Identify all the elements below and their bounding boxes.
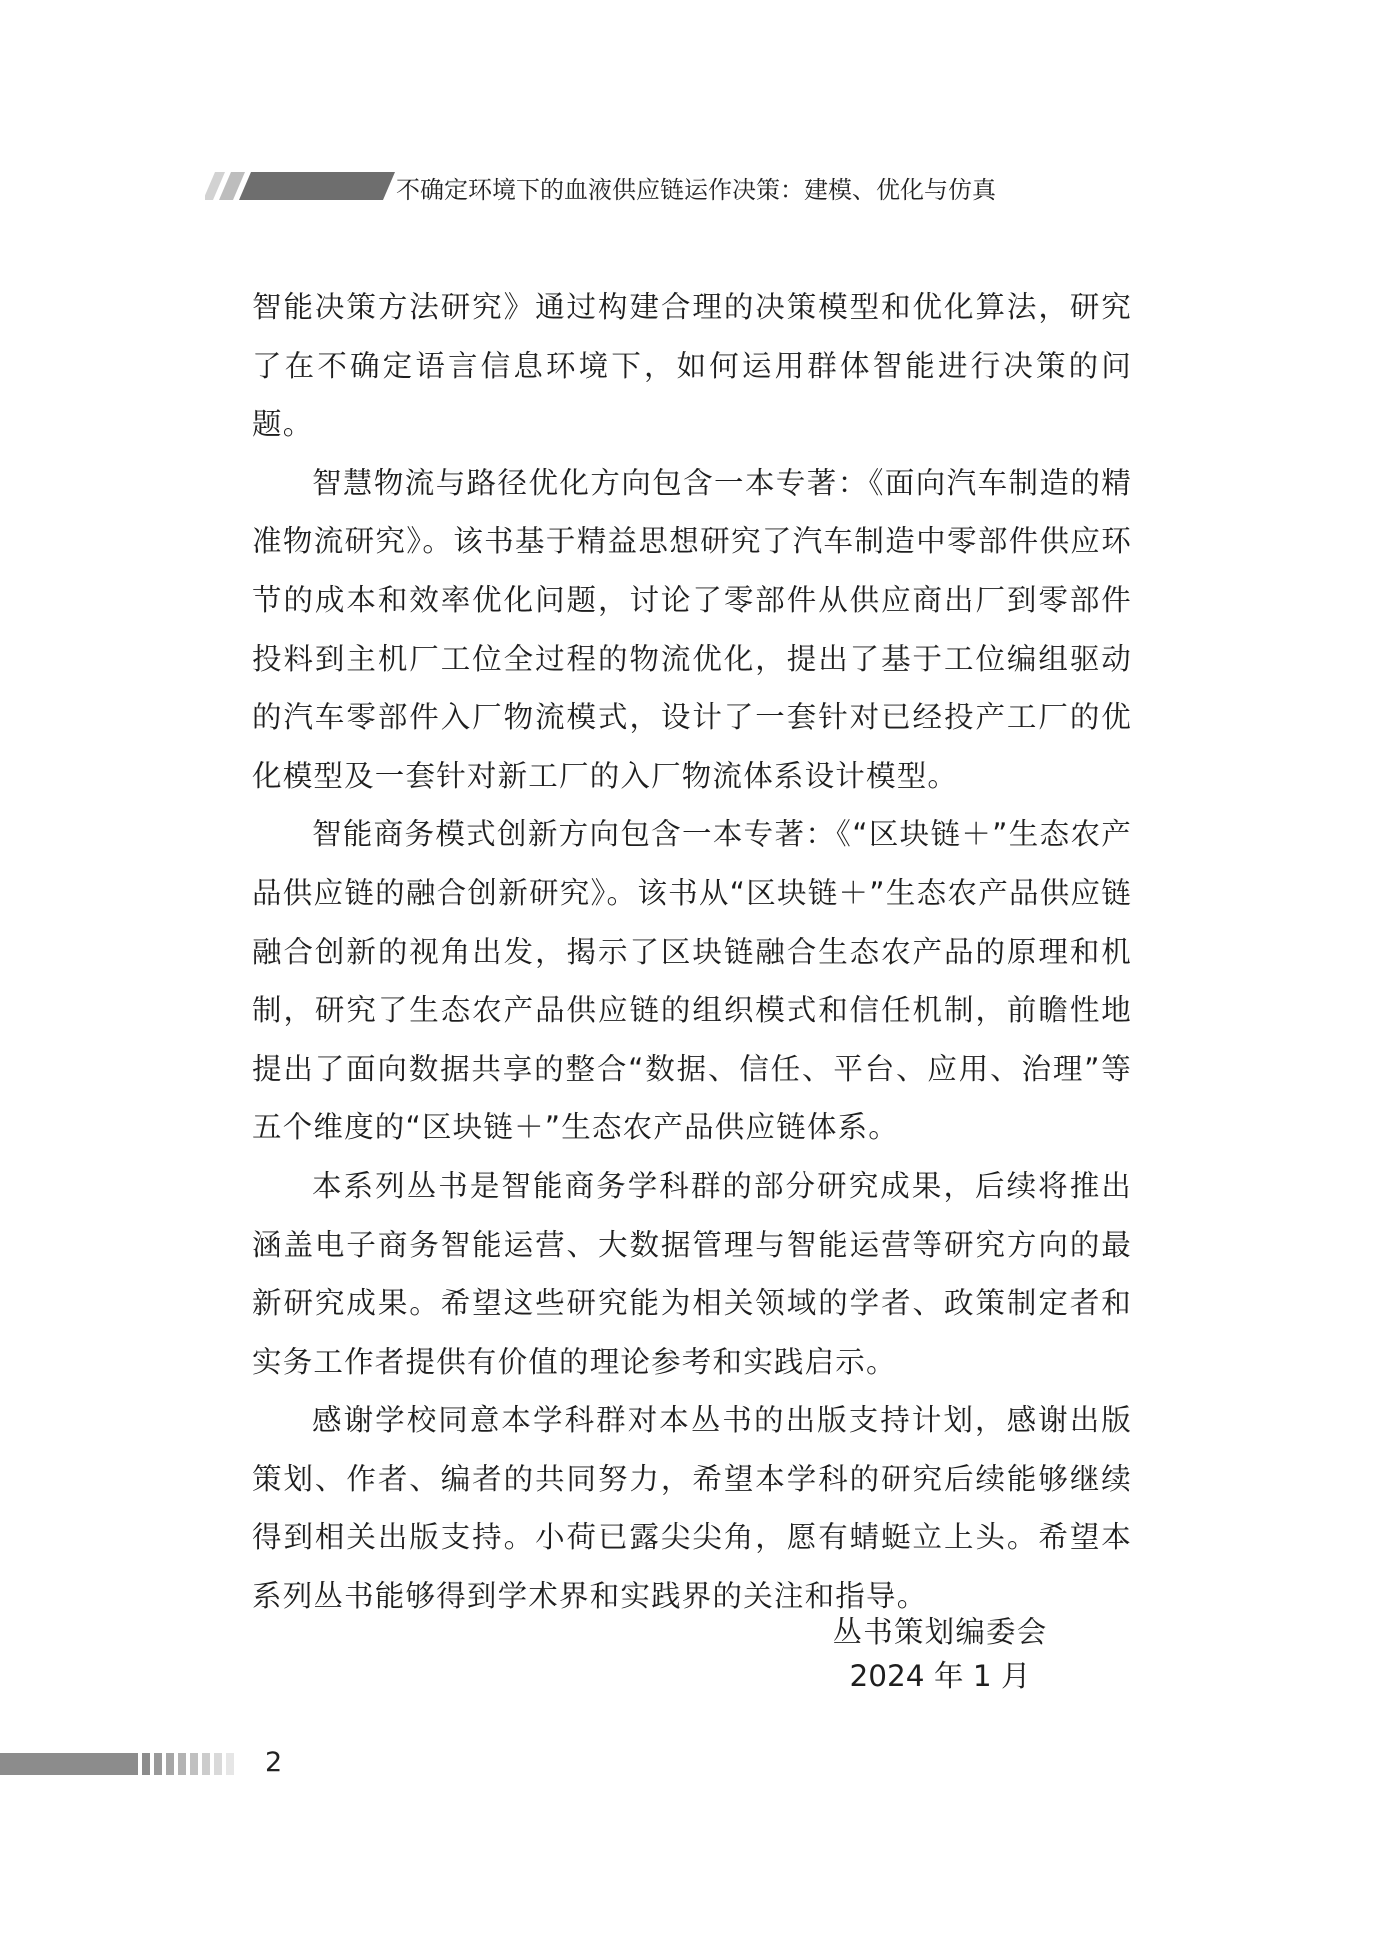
running-header-title: 不确定环境下的血液供应链运作决策：建模、优化与仿真 (396, 176, 996, 204)
signature-name: 丛书策划编委会 (832, 1615, 1048, 1649)
paragraph: 本系列丛书是智能商务学科群的部分研究成果，后续将推出涵盖电子商务智能运营、大数据管理与智能运营等研究方向的最新研究成果。希望这些研究能为相关领域的学者、政策制定者和实务工作者提供有价值的理论参考和实践启示。 (252, 1168, 1132, 1379)
paragraph: 智慧物流与路径优化方向包含一本专著：《面向汽车制造的精准物流研究》。该书基于精益思想研究了汽车制造中零部件供应环节的成本和效率优化问题，讨论了零部件从供应商出厂到零部件投料到主机厂工位全过程的物流优化，提出了基于工位编组驱动的汽车零部件入厂物流模式，设计了一套针对已经投产工厂的优化模型及一套针对新工厂的入厂物流体系设计模型。 (252, 465, 1132, 793)
paragraph: 感谢学校同意本学科群对本丛书的出版支持计划，感谢出版策划、作者、编者的共同努力，希望本学科的研究后续能够继续得到相关出版支持。小荷已露尖尖角，愿有蜻蜓立上头。希望本系列丛书能够得到学术界和实践界的关注和指导。 (252, 1403, 1132, 1614)
paragraph: 智能商务模式创新方向包含一本专著：《“区块链＋”生态农产品供应链的融合创新研究》。该书从“区块链＋”生态农产品供应链融合创新的视角出发，揭示了区块链融合生态农产品的原理和机制，研究了生态农产品供应链的组织模式和信任机制，前瞻性地提出了面向数据共享的整合“数据、信任、平台、应用、治理”等五个维度的“区块链＋”生态农产品供应链体系。 (252, 817, 1132, 1145)
signature-block (820, 1612, 1060, 1696)
header-stripe-decoration (205, 172, 395, 200)
paragraph: 智能决策方法研究》通过构建合理的决策模型和优化算法，研究了在不确定语言信息环境下，如何运用群体智能进行决策的问题。 (252, 290, 1132, 442)
footer-bar-decoration (0, 1753, 245, 1775)
page-number: 2 (265, 1747, 283, 1778)
signature-date: 2024 年 1 月 (849, 1659, 1031, 1693)
body-text (252, 278, 1132, 1626)
